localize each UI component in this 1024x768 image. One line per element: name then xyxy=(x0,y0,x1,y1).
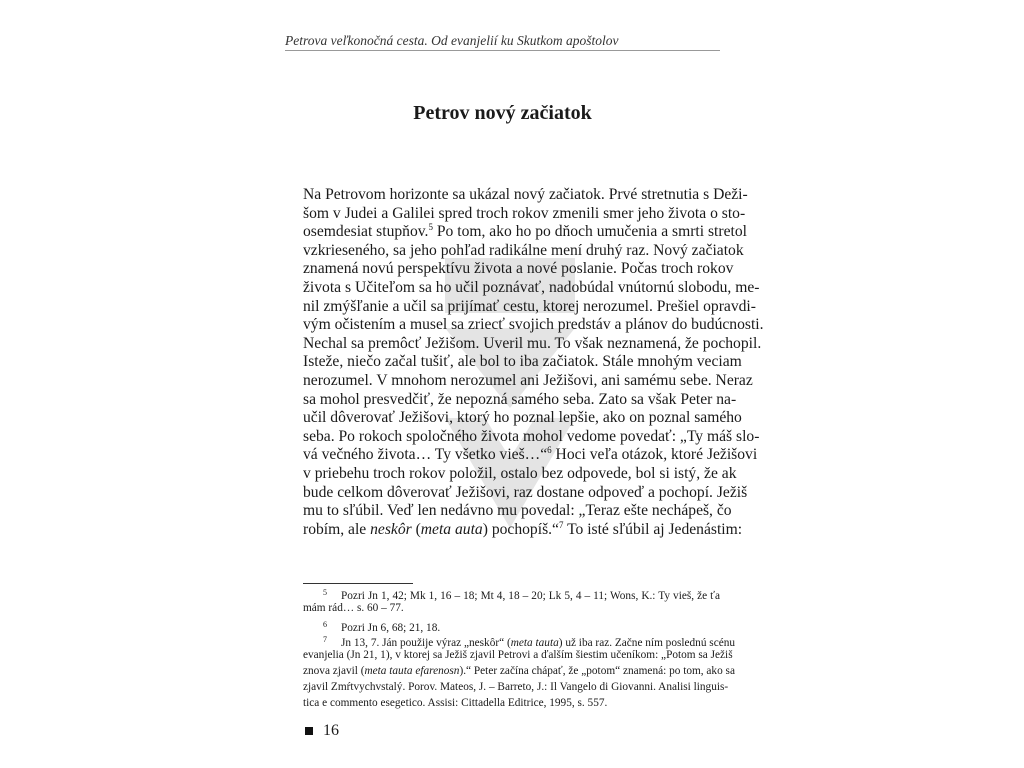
body-line xyxy=(303,502,732,521)
text-segment: Na Petrovom horizonte sa ukázal nový začiatok. Prvé stretnutia s Deži- xyxy=(303,186,748,203)
header-rule xyxy=(285,50,720,51)
text-segment: tica e commento esegetico. Assisi: Cittadella Editrice, 1995, s. 557. xyxy=(303,696,608,709)
body-line xyxy=(303,464,737,484)
text-segment: Isteže, niečo začal tušiť, ale bol to iba začiatok. Stále mnohým veciam xyxy=(303,353,742,371)
text-segment: v priebehu troch rokov položil, ostalo bez odpovede, bol si istý, že ak xyxy=(303,464,737,482)
body-line xyxy=(303,297,756,317)
body-line xyxy=(303,427,760,447)
text-segment: zjavil Zmŕtvychvstalý. Porov. Mateos, J. – Barreto, J.: Il Vangelo di Giovanni. Analisi linguis- xyxy=(303,680,729,693)
body-line xyxy=(303,316,764,335)
text-segment: mám rád… s. 60 – 77. xyxy=(303,601,404,614)
text-segment: ) pochopíš.“ xyxy=(482,520,559,538)
text-segment: šom v Judei a Galilei spred troch rokov zmenili smer jeho života o sto- xyxy=(303,204,746,222)
footnote-line xyxy=(303,680,729,696)
body-line xyxy=(303,390,737,410)
text-segment: učil dôverovať Ježišovi, ktorý ho poznal lepšie, ako on poznal samého xyxy=(303,409,742,427)
footnote-ref[interactable]: 6 xyxy=(547,445,552,456)
text-segment: bude celkom dôverovať Ježišovi, raz dostane odpoveď a pochopí. Ježiš xyxy=(303,483,748,501)
text-segment: znamená novú perspektívu života a nové poslanie. Počas troch rokov xyxy=(303,260,734,278)
text-segment: ( xyxy=(411,520,421,538)
body-line xyxy=(303,483,748,503)
text-segment: mu to sľúbil. Veď len nedávno mu povedal: „Teraz ešte nechápeš, čo xyxy=(303,502,732,520)
footnote-ref[interactable]: 7 xyxy=(558,519,564,530)
footnote-number: 5 xyxy=(323,588,327,597)
text-segment: meta auta xyxy=(420,520,483,538)
text-segment: evanjelia (Jn 21, 1), v ktorej sa Ježiš zjavil Petrovi a ďalším šiestim učeníkom: „Potom sa Ježiš xyxy=(303,649,733,662)
text-segment: vá večného života… Ty všetko vieš…“ xyxy=(303,446,548,464)
body-line xyxy=(303,445,758,465)
text-segment: Pozri Jn 6, 68; 21, 18. xyxy=(341,621,441,634)
text-segment: vzkrieseného, sa jeho pohľad radikálne mení druhý raz. Nový začiatok xyxy=(303,241,744,259)
footnote-line xyxy=(303,648,733,664)
text-segment: Nechal sa premôcť Ježišom. Uveril mu. To však neznamená, že pochopil. xyxy=(303,334,762,352)
text-segment: Pozri Jn 1, 42; Mk 1, 16 – 18; Mt 4, 18 – 20; Lk 5, 4 – 11; Wons, K.: Ty vieš, že ťa xyxy=(341,590,720,602)
body-text xyxy=(303,186,764,539)
body-line xyxy=(303,409,742,428)
body-line xyxy=(303,334,762,354)
text-segment: znova zjavil ( xyxy=(303,664,365,677)
chapter-title: Petrov nový začiatok xyxy=(413,102,592,124)
square-bullet-icon xyxy=(305,727,313,735)
text-segment: Po tom, ako ho po dňoch umučenia a smrti stretol xyxy=(432,223,747,241)
text-segment: Hoci veľa otázok, ktoré Ježišovi xyxy=(551,446,758,464)
body-line xyxy=(303,222,747,242)
footnote-line xyxy=(303,696,720,712)
text-segment: nerozumel. V mnohom nerozumel ani Ježišovi, ani samému sebe. Neraz xyxy=(303,371,753,389)
text-segment: meta tauta xyxy=(510,637,559,650)
footnote-number: 6 xyxy=(323,619,327,629)
text-segment: nil zmýšľanie a učil sa prijímať cestu, ktorej nerozumel. Prešiel opravdi- xyxy=(303,297,756,315)
body-line xyxy=(303,186,748,205)
page-number xyxy=(305,722,339,740)
text-segment: neskôr xyxy=(370,520,412,538)
text-segment: To isté sľúbil aj Jedenástim: xyxy=(563,520,743,538)
text-segment: osemdesiat stupňov. xyxy=(303,223,429,241)
footnote-line xyxy=(303,601,720,617)
footnote-line xyxy=(303,585,720,601)
body-line xyxy=(303,204,746,224)
body-line xyxy=(303,278,760,298)
text-segment: ).“ Peter začína chápať, že „potom“ znamená: po tom, ako sa xyxy=(459,664,735,677)
body-line xyxy=(303,519,743,540)
footnote-rule xyxy=(303,583,413,584)
page-number-text: 16 xyxy=(323,722,339,739)
footnote-number: 7 xyxy=(323,635,327,645)
body-line xyxy=(303,241,744,261)
text-segment: sa mohol presvedčiť, že nepozná samého seba. Zato sa však Peter na- xyxy=(303,390,737,408)
running-head: Petrova veľkonočná cesta. Od evanjelií ku Skutkom apoštolov xyxy=(285,33,619,48)
body-line xyxy=(303,353,742,372)
body-line xyxy=(303,371,753,391)
footnote-line xyxy=(303,617,720,633)
text-segment: Jn 13, 7. Ján použije výraz „neskôr“ ( xyxy=(341,637,511,650)
footnote-ref[interactable]: 5 xyxy=(428,222,433,233)
text-segment: robím, ale xyxy=(303,520,371,538)
text-segment: života s Učiteľom sa ho učil poznávať, nadobúdal vnútornú slobodu, me- xyxy=(303,278,760,296)
text-segment: meta tauta efarenosn xyxy=(364,664,460,677)
text-segment: ) už iba raz. Začne ním poslednú scénu xyxy=(558,637,736,650)
body-line xyxy=(303,260,734,279)
footnote-line xyxy=(303,664,735,680)
text-segment: vým očistením a musel sa zriecť svojich predstáv a plánov do budúcnosti. xyxy=(303,316,764,334)
footnotes xyxy=(303,585,736,711)
footnote-line xyxy=(303,632,736,650)
text-segment: seba. Po rokoch spoločného života mohol vedome povedať: „Ty máš slo- xyxy=(303,427,760,445)
